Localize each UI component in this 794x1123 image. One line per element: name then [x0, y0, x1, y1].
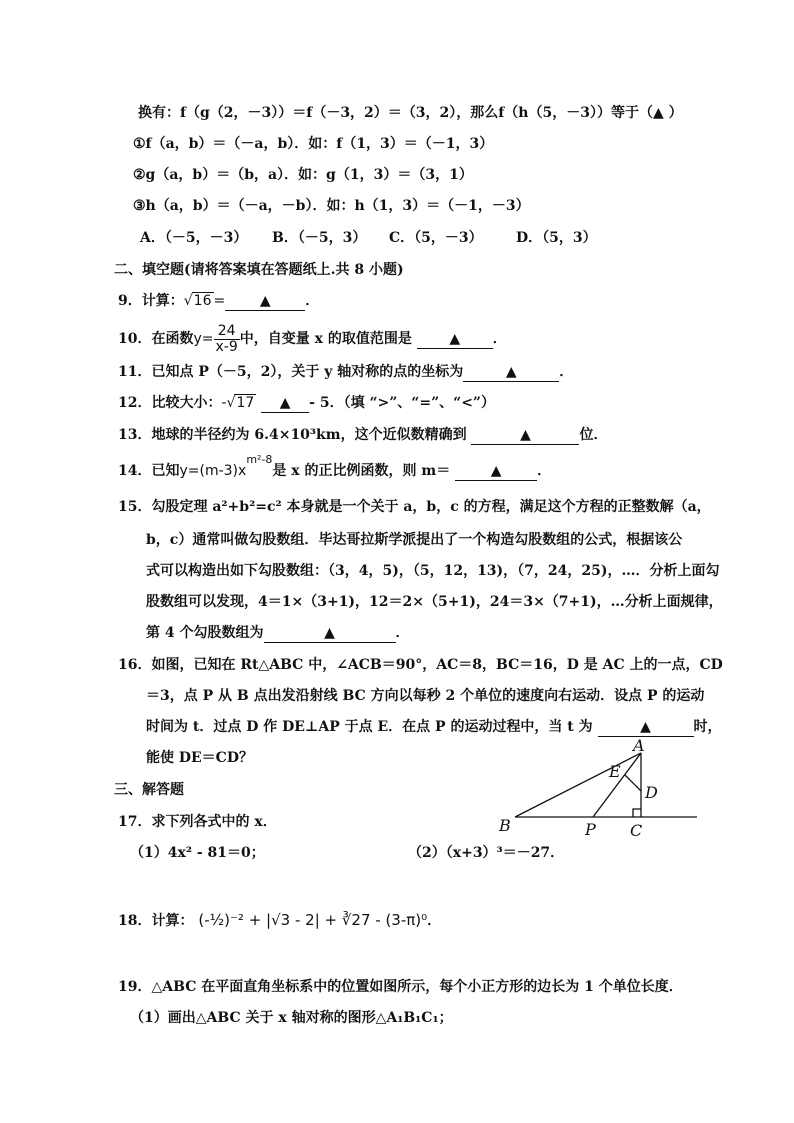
q8-option-c[interactable]: C．（5，－3） — [389, 230, 483, 246]
q8-rule-1: ①f（a，b）＝（－a，b）．如：f（1，3）＝（－1，3） — [133, 136, 494, 152]
q14-end: ． — [537, 463, 552, 479]
q12-answer-blank[interactable] — [261, 395, 309, 413]
question-18 — [118, 910, 441, 931]
label-a: A — [633, 736, 645, 755]
question-9 — [118, 291, 319, 311]
q17-part-2: （2）（x+3）³＝－27． — [408, 845, 565, 861]
q19-line-1: 19．△ABC 在平面直角坐标系中的位置如图所示，每个小正方形的边长为 1 个单位长度． — [118, 979, 683, 995]
label-p: P — [585, 820, 596, 839]
triangle-mark-icon: ▲ — [259, 293, 271, 309]
segment-de — [625, 775, 641, 791]
q8-option-b[interactable]: B．（－5，3） — [272, 230, 367, 246]
q14-suffix: 是 x 的正比例函数，则 m＝ — [272, 463, 451, 479]
q18-end: ． — [427, 913, 442, 929]
q11-end: ． — [559, 364, 574, 380]
q15-line-5-text: 第 4 个勾股数组为 — [146, 625, 264, 641]
q17-part-1: （1）4x² - 81＝0； — [130, 845, 265, 861]
q15-line-1: 15．勾股定理 a²+b²=c² 本身就是一个关于 a，b，c 的方程，满足这个方程的正整数解（a， — [118, 499, 711, 515]
q10-suffix: 中，自变量 x 的取值范围是 — [239, 331, 412, 347]
label-b: B — [499, 816, 511, 835]
label-c: C — [630, 821, 643, 840]
q13-text: 13．地球的半径约为 6.4×10³km，这个近似数精确到 — [118, 427, 467, 443]
q15-line-4: 股数组可以发现，4＝1×（3+1)，12＝2×（5+1)，24＝3×（7+1)，…分析上面规律， — [146, 594, 723, 610]
q9-radicand: 16 — [193, 293, 212, 309]
triangle-mark-icon: ▲ — [279, 395, 291, 411]
q13-end: 位． — [579, 427, 608, 443]
q9-answer-blank[interactable] — [225, 293, 305, 311]
q14-exponent: m²-8 — [246, 453, 273, 467]
q10-fraction — [214, 324, 240, 355]
q9-end: ． — [305, 293, 320, 309]
q10-end: ． — [492, 331, 507, 347]
triangle-mark-icon: ▲ — [490, 463, 502, 479]
q15-end: ． — [395, 625, 410, 641]
q12-minus: - — [221, 395, 227, 411]
radical-sign-icon: √ — [183, 293, 193, 309]
q18-expression: (-½)⁻² + |√3 - 2| + ∛27 - (3-π)⁰ — [198, 911, 428, 929]
question-10 — [118, 322, 507, 356]
q8-option-d[interactable]: D．（5，3） — [516, 230, 597, 246]
q15-line-2: b，c）通常叫做勾股数组．毕达哥拉斯学派提出了一个构造勾股数组的公式，根据该公 — [146, 532, 683, 548]
triangle-mark-icon: ▲ — [505, 364, 517, 380]
q12-radicand: 17 — [236, 395, 255, 411]
q15-answer-blank[interactable] — [264, 625, 396, 643]
q16-line-3 — [146, 717, 722, 737]
q10-y: y= — [193, 331, 214, 347]
q11-answer-blank[interactable] — [463, 364, 559, 382]
q8-intro: 换有：f（g（2，－3））＝f（－3，2）＝（3，2），那么f（h（5，－3））等于（▲ ） — [138, 105, 683, 121]
q15-line-3: 式可以构造出如下勾股数组：（3，4，5)，（5，12，13)，（7，24，25)，…．分析上面勾 — [146, 563, 720, 579]
q19-line-2: （1）画出△ABC 关于 x 轴对称的图形△A₁B₁C₁； — [130, 1010, 453, 1026]
triangle-mark-icon: ▲ — [324, 625, 335, 641]
q9-prefix: 9．计算： — [118, 293, 184, 309]
triangle-mark-icon: ▲ — [640, 719, 651, 735]
question-13 — [118, 425, 607, 445]
q8-rule-3: ③h（a，b）＝（－a，－b）．如：h（1，3）＝（－1，－3） — [133, 198, 530, 214]
q16-line-2: ＝3，点 P 从 B 点出发沿射线 BC 方向以每秒 2 个单位的速度向右运动．设点 P 的运动 — [146, 688, 705, 704]
question-14 — [118, 453, 552, 481]
q17-text: 17．求下列各式中的 x． — [118, 814, 277, 830]
label-e: E — [609, 762, 621, 781]
q9-equals: = — [213, 293, 226, 309]
q10-answer-blank[interactable] — [417, 331, 493, 349]
q8-rule-2: ②g（a，b）＝（b，a）．如：g（1，3）＝（3，1） — [133, 167, 473, 183]
question-12 — [118, 393, 495, 413]
q13-answer-blank[interactable] — [471, 427, 579, 445]
q16-line-3-end: 时， — [693, 719, 722, 735]
label-d: D — [645, 783, 658, 802]
q10-prefix: 10．在函数 — [118, 331, 194, 347]
right-angle-mark-c — [633, 809, 641, 817]
q14-answer-blank[interactable] — [455, 463, 537, 481]
q15-line-5 — [146, 623, 410, 643]
question-11 — [118, 362, 573, 382]
q12-suffix: - 5．（填 “>”、“=”、“<”） — [309, 395, 495, 411]
q8-option-a[interactable]: A．（－5，－3） — [140, 230, 248, 246]
q16-line-3-text: 时间为 t．过点 D 作 DE⊥AP 于点 E．在点 P 的运动过程中，当 t 为 — [146, 719, 593, 735]
q14-expression: y=(m-3)x — [179, 463, 247, 479]
q12-prefix: 12．比较大小： — [118, 395, 222, 411]
radical-sign-icon: √ — [226, 395, 236, 411]
q10-denominator: x-9 — [215, 338, 238, 355]
q16-line-4: 能使 DE＝CD？ — [146, 750, 253, 766]
q10-numerator: 24 — [214, 324, 240, 340]
q11-text: 11．已知点 P（－5，2），关于 y 轴对称的点的坐标为 — [118, 364, 464, 380]
segment-ab — [515, 753, 641, 817]
q14-prefix: 14．已知 — [118, 463, 180, 479]
triangle-mark-icon: ▲ — [449, 331, 461, 347]
section-3-heading: 三、解答题 — [114, 782, 184, 798]
triangle-mark-icon: ▲ — [520, 427, 531, 443]
q18-prefix: 18．计算： — [118, 913, 194, 929]
q16-line-1: 16．如图，已知在 Rt△ABC 中，∠ACB＝90°，AC＝8，BC＝16，D 是 AC 上的一点，CD — [118, 657, 723, 673]
triangle-figure — [493, 735, 703, 840]
section-2-heading: 二、填空题(请将答案填在答题纸上.共 8 小题) — [114, 262, 404, 278]
